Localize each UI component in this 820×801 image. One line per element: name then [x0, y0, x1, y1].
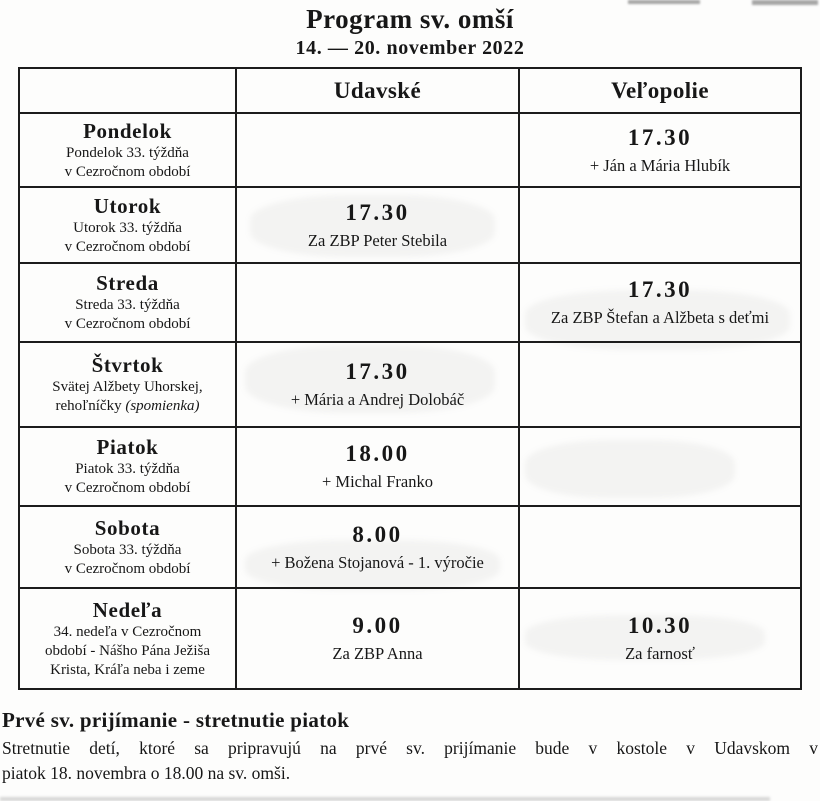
day-cell [19, 113, 236, 187]
mass-time: 10.30 [627, 613, 693, 638]
day-liturgical-note [24, 623, 231, 680]
udavske-cell [236, 263, 519, 342]
table-row [19, 342, 801, 427]
table-row [19, 113, 801, 187]
mass-time: 9.00 [352, 613, 403, 638]
mass-time: 17.30 [627, 277, 693, 302]
day-name: Piatok [96, 435, 159, 459]
table-row [19, 506, 801, 588]
mass-intention: Za ZBP Anna [332, 644, 423, 663]
title-block [0, 0, 820, 60]
mass-intention: Za ZBP Štefan a Alžbeta s deťmi [550, 308, 770, 327]
day-liturgical-note [24, 460, 231, 498]
announcement-heading: Prvé sv. prijímanie - stretnutie piatok [2, 708, 350, 732]
velopolie-cell [519, 187, 801, 263]
announcement-section [2, 707, 818, 786]
table-row [19, 263, 801, 342]
table-row [19, 588, 801, 689]
mass-time: 8.00 [352, 521, 403, 547]
day-name: Sobota [94, 515, 161, 540]
day-note-line: 34. nedeľa v Cezročnom [53, 623, 202, 640]
column-header-udavske: Udavské [236, 68, 519, 113]
velopolie-cell [519, 588, 801, 689]
velopolie-cell [519, 427, 801, 506]
day-name: Štvrtok [91, 353, 164, 377]
day-note-line: Pondelok 33. týždňa [66, 144, 189, 161]
day-liturgical-note [24, 296, 231, 334]
mass-intention: Za farnosť [625, 644, 695, 663]
day-note-line: v Cezročnom období [64, 480, 191, 496]
day-note-line: Sobota 33. týždňa [73, 541, 182, 558]
mass-intention: + Ján a Mária Hlubík [589, 155, 731, 175]
table-row [19, 187, 801, 263]
day-cell [19, 588, 236, 689]
day-name: Nedeľa [92, 597, 163, 622]
mass-schedule-table [18, 67, 802, 690]
announcement-line: Stretnutie detí, ktoré sa pripravujú na prvé sv. prijímanie bude v kostole v Udavskom v [2, 738, 818, 758]
day-note-line: Krista, Kráľa neba i zeme [50, 661, 205, 678]
mass-intention: + Božena Stojanová - 1. výročie [271, 552, 484, 572]
velopolie-cell [519, 342, 801, 427]
table-row [19, 427, 801, 506]
day-note-line: v Cezročnom období [64, 163, 191, 180]
day-note-line: Svätej Alžbety Uhorskej, [52, 379, 203, 395]
velopolie-cell [519, 113, 801, 187]
mass-time: 17.30 [345, 199, 410, 225]
day-liturgical-note [24, 378, 231, 416]
udavske-cell [236, 427, 519, 506]
column-header-velopolie: Veľopolie [519, 68, 801, 113]
mass-time: 17.30 [345, 359, 410, 384]
udavske-cell [236, 506, 519, 588]
day-note-line: v Cezročnom období [64, 560, 191, 577]
day-note-line: Streda 33. týždňa [75, 297, 180, 313]
day-liturgical-note [24, 144, 231, 182]
mass-time: 18.00 [345, 441, 410, 466]
day-cell [19, 427, 236, 506]
udavske-cell [236, 588, 519, 689]
announcement-body [2, 736, 818, 786]
mass-intention: Za ZBP Peter Stebila [307, 230, 448, 250]
page-title: Program sv. omší [306, 4, 514, 34]
day-name: Streda [96, 271, 159, 295]
day-note-line: období - Nášho Pána Ježiša [45, 642, 210, 659]
announcement-line: piatok 18. novembra o 18.00 na sv. omši. [2, 763, 291, 783]
mass-time: 17.30 [627, 124, 693, 150]
day-cell [19, 506, 236, 588]
day-liturgical-note [24, 541, 231, 579]
day-cell [19, 187, 236, 263]
table-header-row [19, 68, 801, 113]
udavske-cell [236, 187, 519, 263]
page-subtitle: 14. — 20. november 2022 [295, 37, 525, 59]
udavske-cell [236, 113, 519, 187]
day-note-line: v Cezročnom období [64, 316, 191, 332]
schedule-table-body [19, 113, 801, 689]
day-liturgical-note [24, 219, 231, 257]
day-cell [19, 342, 236, 427]
velopolie-cell [519, 506, 801, 588]
column-header-day [19, 68, 236, 113]
day-note-line: Utorok 33. týždňa [73, 219, 182, 236]
scan-artifact [0, 797, 770, 801]
mass-intention: + Michal Franko [321, 472, 434, 491]
day-note-line: v Cezročnom období [64, 238, 191, 255]
velopolie-cell [519, 263, 801, 342]
day-note-line: Piatok 33. týždňa [75, 461, 180, 477]
day-cell [19, 263, 236, 342]
mass-intention: + Mária a Andrej Dolobáč [290, 390, 465, 409]
day-note-line: rehoľníčky (spomienka) [55, 398, 200, 414]
udavske-cell [236, 342, 519, 427]
day-name: Utorok [93, 193, 162, 218]
day-name: Pondelok [83, 118, 172, 143]
